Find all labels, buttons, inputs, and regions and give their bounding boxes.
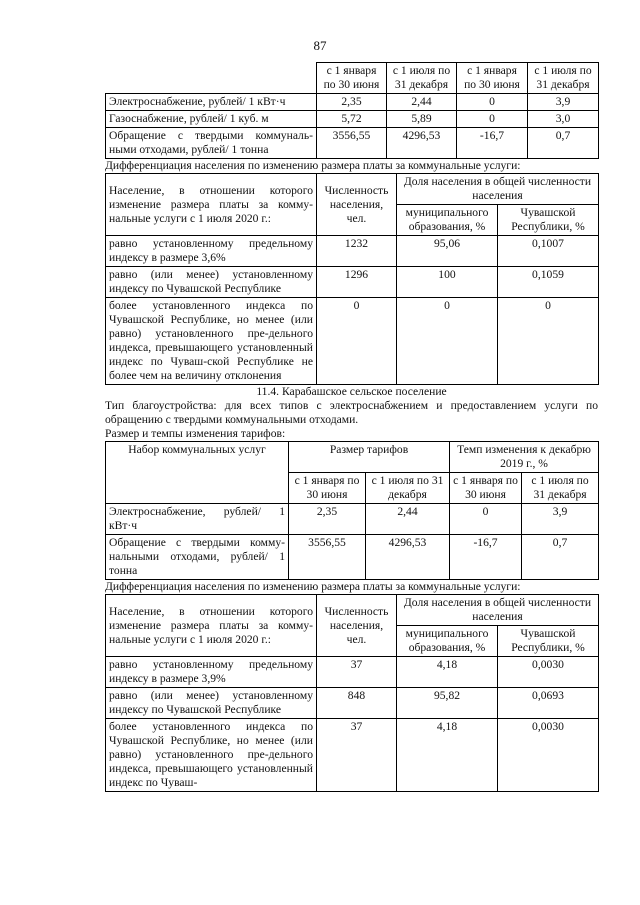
cell: 0,7: [522, 535, 599, 580]
table-row: [106, 111, 599, 128]
document-page: [105, 62, 598, 792]
row-label: Электроснабжение, рублей/ 1 кВт·ч: [106, 94, 317, 111]
page-number: 87: [313, 38, 327, 53]
section-title: 11.4. Карабашское сельское поселение: [256, 385, 447, 398]
t2-header-1: с 1 января по 30 июня: [289, 473, 366, 504]
row-label: равно установленному предельному индексу в размере 3,9%: [106, 657, 317, 688]
table-row: [106, 94, 599, 111]
cell: 1232: [317, 236, 397, 267]
header-municipal: муниципального образования, %: [397, 626, 498, 657]
cell: 0,0693: [498, 688, 599, 719]
cell: 0,7: [528, 128, 599, 159]
row-label: Газоснабжение, рублей/ 1 куб. м: [106, 111, 317, 128]
table-row: [106, 504, 599, 535]
population-table-2: [105, 594, 599, 792]
cell: 0: [397, 298, 498, 385]
diff-title-1: Дифференциация населения по изменению размера платы за коммунальные услуги:: [105, 159, 521, 172]
tariff-table-prev-header: [106, 63, 599, 94]
cell: 0: [450, 504, 522, 535]
header-republic: Чувашской Республики, %: [498, 626, 599, 657]
table-row: [106, 267, 599, 298]
cell: 0: [457, 111, 528, 128]
table-row: [106, 236, 599, 267]
cell: 0: [457, 94, 528, 111]
cell: 2,44: [366, 504, 450, 535]
population-table-1: [105, 173, 599, 385]
cell: 0: [498, 298, 599, 385]
cell: 0,0030: [498, 657, 599, 688]
cell: 4,18: [397, 719, 498, 792]
header-count: Численность населения, чел.: [317, 174, 397, 236]
cell: 37: [317, 719, 397, 792]
header-service-set: Набор коммунальных услуг: [106, 442, 289, 504]
cell: 848: [317, 688, 397, 719]
cell: 3,9: [522, 504, 599, 535]
tariff-table: [105, 441, 599, 580]
cell: 5,89: [387, 111, 457, 128]
cell: 100: [397, 267, 498, 298]
cell: 0,0030: [498, 719, 599, 792]
header-republic: Чувашской Республики, %: [498, 205, 599, 236]
header-share: Доля населения в общей численности населения: [397, 174, 599, 205]
row-label: более установленного индекса по Чувашской Республике, но менее (или равно) установленного пре-дельного индекса, превышающего установленный индекс по Чуваш-ской Республике не более чем на величину отклонения: [106, 298, 317, 385]
table-row: [106, 657, 599, 688]
t2-header-3: с 1 января по 30 июня: [450, 473, 522, 504]
cell: 2,35: [289, 504, 366, 535]
tariff-title: Размер и темпы изменения тарифов:: [105, 427, 286, 440]
t1-header-4: с 1 июля по 31 декабря: [528, 63, 599, 94]
cell: 3556,55: [289, 535, 366, 580]
row-label: равно (или менее) установленному индексу по Чувашской Республике: [106, 688, 317, 719]
t1-header-1: с 1 января по 30 июня: [317, 63, 387, 94]
cell: -16,7: [450, 535, 522, 580]
diff-title-2: Дифференциация населения по изменению размера платы за коммунальные услуги:: [105, 580, 521, 593]
cell: 4296,53: [387, 128, 457, 159]
header-population: Население, в отношении которого изменение размера платы за комму-нальные услуги с 1 июля 2020 г.:: [106, 595, 317, 657]
row-label: равно установленному предельному индексу в размере 3,6%: [106, 236, 317, 267]
cell: 37: [317, 657, 397, 688]
tariff-table-prev: [105, 62, 599, 159]
header-tariff-size: Размер тарифов: [289, 442, 450, 473]
row-label: равно (или менее) установленному индексу по Чувашской Республике: [106, 267, 317, 298]
cell: 4296,53: [366, 535, 450, 580]
cell: 3556,55: [317, 128, 387, 159]
header-change-rate: Темп изменения к декабрю 2019 г., %: [450, 442, 599, 473]
cell: 95,06: [397, 236, 498, 267]
table-row: [106, 688, 599, 719]
cell: 0,1059: [498, 267, 599, 298]
t2-header-4: с 1 июля по 31 декабря: [522, 473, 599, 504]
t1-header-2: с 1 июля по 31 декабря: [387, 63, 457, 94]
improvement-type: Тип благоустройства: для всех типов с электроснабжением и предоставлением услуги по обращению с твердыми коммунальными отходами.: [105, 399, 598, 426]
row-label: Обращение с твердыми коммуналь-ными отходами, рублей/ 1 тонна: [106, 128, 317, 159]
table-row: [106, 719, 599, 792]
row-label: Обращение с твердыми комму-нальными отходами, рублей/ 1 тонна: [106, 535, 289, 580]
table-row: [106, 298, 599, 385]
cell: 4,18: [397, 657, 498, 688]
table-row: [106, 128, 599, 159]
cell: 0,1007: [498, 236, 599, 267]
cell: 1296: [317, 267, 397, 298]
t2-header-2: с 1 июля по 31 декабря: [366, 473, 450, 504]
table-row: [106, 535, 599, 580]
header-population: Население, в отношении которого изменение размера платы за комму-нальные услуги с 1 июля 2020 г.:: [106, 174, 317, 236]
cell: 2,35: [317, 94, 387, 111]
row-label: более установленного индекса по Чувашской Республике, но менее (или равно) установленного пре-дельного индекса, превышающего установленный индекс по Чуваш-: [106, 719, 317, 792]
header-municipal: муниципального образования, %: [397, 205, 498, 236]
header-count: Численность населения, чел.: [317, 595, 397, 657]
cell: 3,0: [528, 111, 599, 128]
cell: 2,44: [387, 94, 457, 111]
header-share: Доля населения в общей численности населения: [397, 595, 599, 626]
cell: 3,9: [528, 94, 599, 111]
cell: 5,72: [317, 111, 387, 128]
t1-header-3: с 1 января по 30 июня: [457, 63, 528, 94]
cell: 0: [317, 298, 397, 385]
row-label: Электроснабжение, рублей/ 1 кВт·ч: [106, 504, 289, 535]
cell: -16,7: [457, 128, 528, 159]
cell: 95,82: [397, 688, 498, 719]
